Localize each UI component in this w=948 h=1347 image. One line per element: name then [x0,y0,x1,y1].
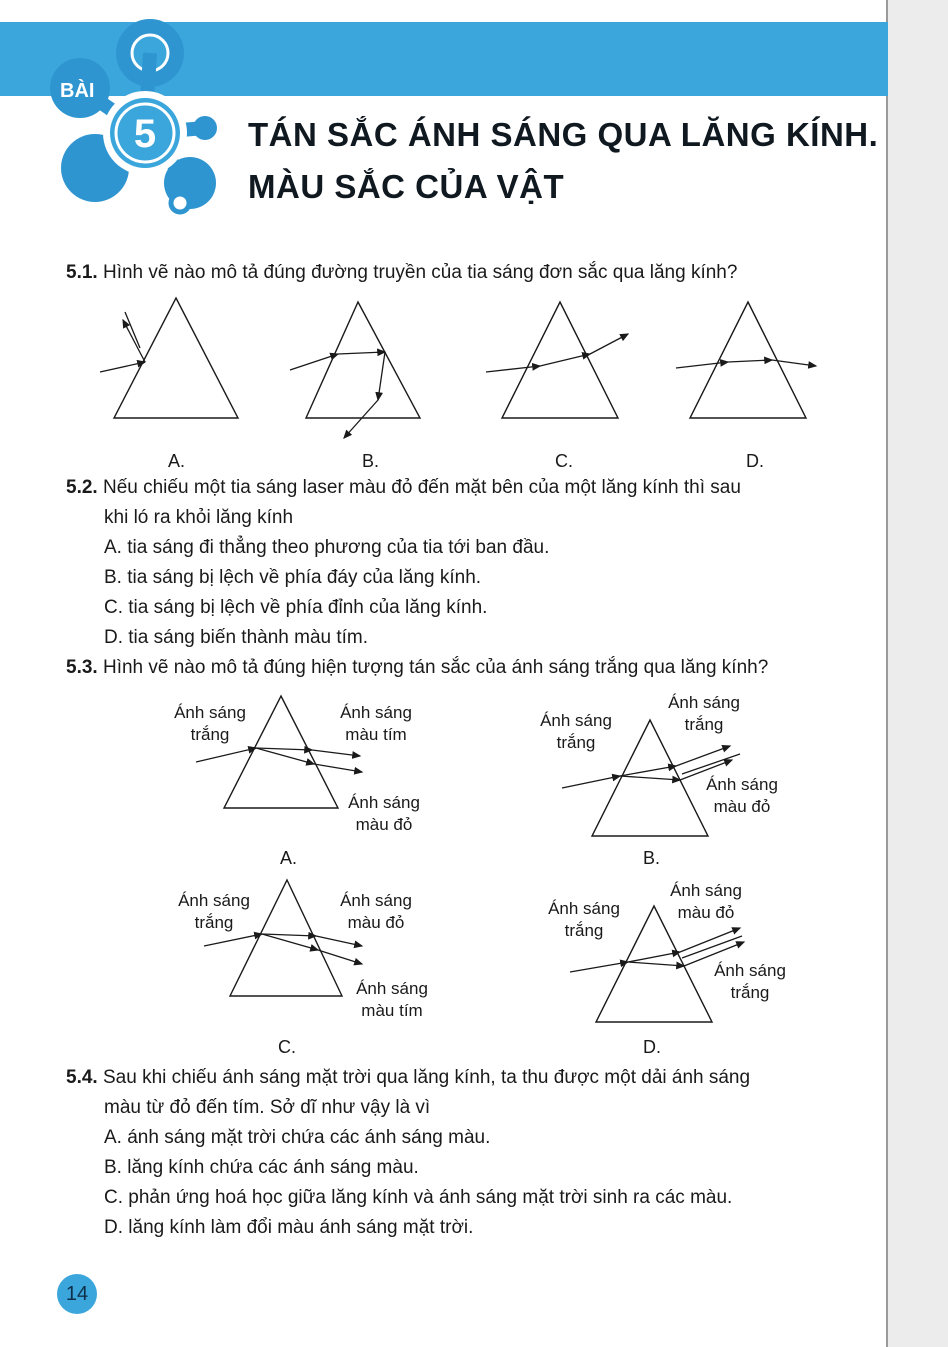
question-text-line2: màu từ đỏ đến tím. Sở dĩ như vậy là vì [104,1097,431,1118]
lesson-badge-label: BÀI [60,80,95,102]
page-edge [888,0,948,1347]
question-text: Hình vẽ nào mô tả đúng đường truyền của tia sáng đơn sắc qua lăng kính? [102,262,738,283]
q53-a-bottom-label [334,792,434,836]
q51-figures [0,290,888,460]
label-line: Ánh sáng [340,703,412,722]
question-5-2 [66,476,741,500]
q53-c-incoming-label [164,890,264,934]
label-line: màu đỏ [347,913,405,932]
q53-option-a-label: A. [280,848,298,868]
question-number: 5.4. [66,1067,98,1088]
q54-option-c: C. phản ứng hoá học giữa lăng kính và ánh sáng mặt trời sinh ra các màu. [104,1187,733,1208]
question-5-1 [66,261,737,285]
q52-option-b: B. tia sáng bị lệch về phía đáy của lăng kính. [104,567,482,588]
label-line: trắng [730,983,770,1002]
question-5-4 [66,1066,750,1090]
q52-option-c: C. tia sáng bị lệch về phía đỉnh của lăng kính. [104,597,488,618]
question-text: Hình vẽ nào mô tả đúng hiện tượng tán sắc của ánh sáng trắng qua lăng kính? [102,657,769,678]
q54-option-a: A. ánh sáng mặt trời chứa các ánh sáng màu. [104,1127,491,1148]
label-line: Ánh sáng [174,703,246,722]
label-line: trắng [556,733,596,752]
q54-option-b: B. lăng kính chứa các ánh sáng màu. [104,1157,419,1178]
q51-option-b-label: B. [362,451,380,471]
label-line: Ánh sáng [340,891,412,910]
q53-c-top-label [326,890,426,934]
q52-option-d: D. tia sáng biến thành màu tím. [104,627,369,648]
q53-option-d-label: D. [643,1037,661,1057]
label-line: màu tím [345,725,407,744]
q52-option-a: A. tia sáng đi thẳng theo phương của tia tới ban đầu. [104,537,550,558]
lesson-title-line1: TÁN SẮC ÁNH SÁNG QUA LĂNG KÍNH. [248,116,879,153]
question-text-line2: khi ló ra khỏi lăng kính [104,507,294,528]
label-line: màu đỏ [355,815,413,834]
label-line: Ánh sáng [356,979,428,998]
label-line: Ánh sáng [670,881,742,900]
question-text-line1: Nếu chiếu một tia sáng laser màu đỏ đến mặt bên của một lăng kính thì sau [102,477,741,498]
q51-option-a-prism [100,298,238,418]
q53-a-incoming-label [160,702,260,746]
label-line: Ánh sáng [706,775,778,794]
label-line: Ánh sáng [668,693,740,712]
question-number: 5.2. [66,477,98,498]
q51-option-c-label: C. [555,451,573,471]
q53-b-top-label [654,692,754,736]
label-line: trắng [564,921,604,940]
label-line: Ánh sáng [548,899,620,918]
q53-a-top-label [326,702,426,746]
q53-c-bottom-label [342,978,442,1022]
q51-option-b-prism [290,302,420,438]
label-line: Ánh sáng [540,711,612,730]
q53-b-incoming-label [526,710,626,754]
q53-b-bottom-label [692,774,792,818]
page-number: 14 [57,1274,97,1314]
q53-option-c-label: C. [278,1037,296,1057]
q51-option-c-prism [486,302,628,418]
label-line: màu tím [361,1001,423,1020]
q51-option-d-label: D. [746,451,764,471]
q53-d-bottom-label [700,960,800,1004]
q51-option-d-prism [676,302,816,418]
q54-option-d: D. lăng kính làm đổi màu ánh sáng mặt trời. [104,1217,474,1238]
label-line: màu đỏ [677,903,735,922]
question-text-line1: Sau khi chiếu ánh sáng mặt trời qua lăng kính, ta thu được một dải ánh sáng [102,1067,751,1088]
lesson-title-line2: MÀU SẮC CỦA VẬT [248,168,565,205]
label-line: Ánh sáng [714,961,786,980]
question-5-3 [66,656,768,680]
q53-d-incoming-label [534,898,634,942]
label-line: trắng [684,715,724,734]
question-number: 5.1. [66,262,98,283]
label-line: trắng [190,725,230,744]
q53-option-b-label: B. [643,848,661,868]
lesson-number: 5 [133,112,157,156]
question-number: 5.3. [66,657,98,678]
label-line: trắng [194,913,234,932]
q51-option-a-label: A. [168,451,186,471]
page-edge-line [886,0,888,1347]
label-line: Ánh sáng [348,793,420,812]
label-line: màu đỏ [713,797,771,816]
q53-d-top-label [656,880,756,924]
label-line: Ánh sáng [178,891,250,910]
